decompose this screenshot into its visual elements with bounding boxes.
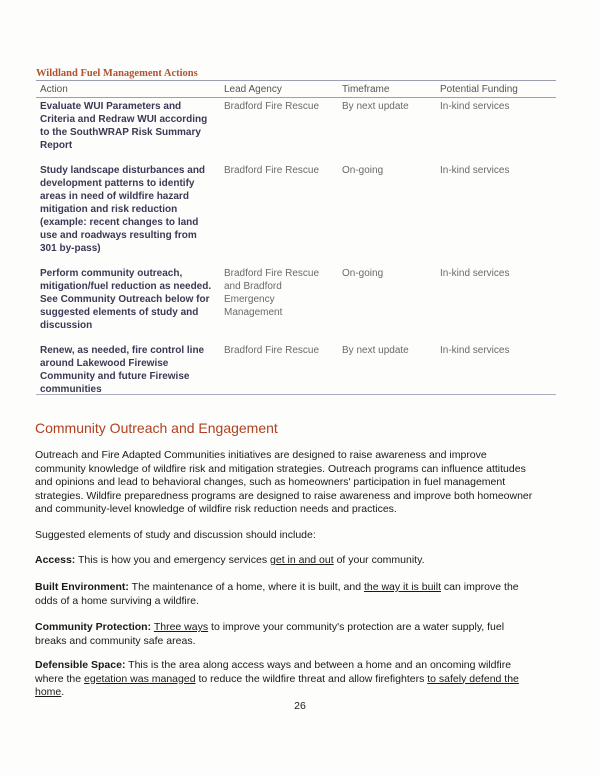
community-protection-underlined: Three ways (153, 621, 209, 633)
defensible-space-underlined-1: egetation was managed (84, 672, 196, 685)
defensible-space-text-end: . (61, 686, 65, 698)
access-underlined: get in and out (270, 554, 334, 566)
access-text: This is how you and emergency services (75, 554, 271, 566)
cell-funding: In-kind services (440, 165, 510, 176)
cell-timeframe: By next update (342, 345, 409, 356)
cell-lead-agency: Bradford Fire Rescue (224, 165, 320, 176)
table-header-row (36, 81, 556, 98)
cell-timeframe: By next update (342, 101, 409, 112)
cell-lead-agency: Bradford Fire Rescue and Bradford Emergency Management (224, 268, 320, 318)
suggested-paragraph (35, 529, 535, 543)
header-lead-agency: Lead Agency (220, 81, 338, 98)
cell-action: Evaluate WUI Parameters and Criteria and Redraw WUI according to the SouthWRAP Risk Summary Report (40, 101, 208, 151)
actions-table (36, 80, 556, 406)
cell-funding: In-kind services (440, 345, 510, 356)
defensible-space-label: Defensible Space: (35, 659, 126, 671)
cell-action: Perform community outreach, mitigation/fuel reduction as needed. See Community Outreach below for suggested elements of study and discussion (40, 268, 212, 331)
cell-action: Renew, as needed, fire control line around Lakewood Firewise Community and future Firewise communities (40, 345, 205, 395)
cell-funding: In-kind services (440, 268, 510, 279)
cell-funding: In-kind services (440, 101, 510, 112)
table-row (36, 98, 556, 163)
table-row (36, 265, 556, 342)
defensible-space-text: This is the area along access ways and between a home and an oncoming wildfire where the (35, 659, 512, 685)
section-heading: Community Outreach and Engagement (35, 420, 278, 436)
intro-text: Outreach and Fire Adapted Communities initiatives are designed to raise awareness and improve community knowledge of wildfire risk and mitigation strategies. Outreach programs can influence attitudes and opinions and lead to behavioral changes, such as homeowners' participation in fuel management strategies. Wildfire preparedness programs are designed to raise awareness and improve both homeowner and community-level knowledge of wildfire risk reduction needs and practices. (35, 449, 533, 515)
built-environment-label: Built Environment: (35, 581, 129, 593)
page-number: 26 (294, 700, 306, 712)
table-title: Wildland Fuel Management Actions (36, 68, 198, 79)
cell-lead-agency: Bradford Fire Rescue (224, 345, 320, 356)
built-environment-text: The maintenance of a home, where it is built, and (128, 581, 364, 593)
community-protection-paragraph (35, 621, 535, 648)
header-action: Action (36, 81, 220, 98)
cell-timeframe: On-going (342, 268, 384, 279)
built-environment-underlined: the way it is built (363, 581, 441, 593)
access-text-end: of your community. (333, 554, 425, 566)
suggested-text: Suggested elements of study and discussion should include: (35, 529, 316, 541)
built-environment-paragraph (35, 581, 535, 608)
community-protection-text-end: to improve your community's protection are a water supply, fuel breaks and community safe areas. (35, 621, 505, 647)
header-potential-funding: Potential Funding (436, 81, 556, 98)
built-environment-text-end: can improve the odds of a home surviving a wildfire. (35, 581, 519, 607)
access-label: Access: (35, 554, 76, 566)
intro-paragraph (35, 449, 535, 517)
table-row (36, 162, 556, 265)
header-timeframe: Timeframe (338, 81, 436, 98)
defensible-space-text-mid: to reduce the wildfire threat and allow firefighters (195, 672, 428, 685)
section-divider (36, 394, 556, 395)
community-protection-label: Community Protection: (35, 621, 152, 633)
defensible-space-underlined-2: to safely defend the home (35, 672, 519, 698)
defensible-space-paragraph (35, 659, 535, 700)
cell-timeframe: On-going (342, 165, 384, 176)
cell-action: Study landscape disturbances and development patterns to identify areas in need of wildfire hazard mitigation and risk reduction (example: recent changes to land use and roadways resulting from 301 by-pass) (40, 165, 206, 254)
table-row (36, 342, 556, 406)
cell-lead-agency: Bradford Fire Rescue (224, 101, 320, 112)
access-paragraph (35, 554, 535, 568)
